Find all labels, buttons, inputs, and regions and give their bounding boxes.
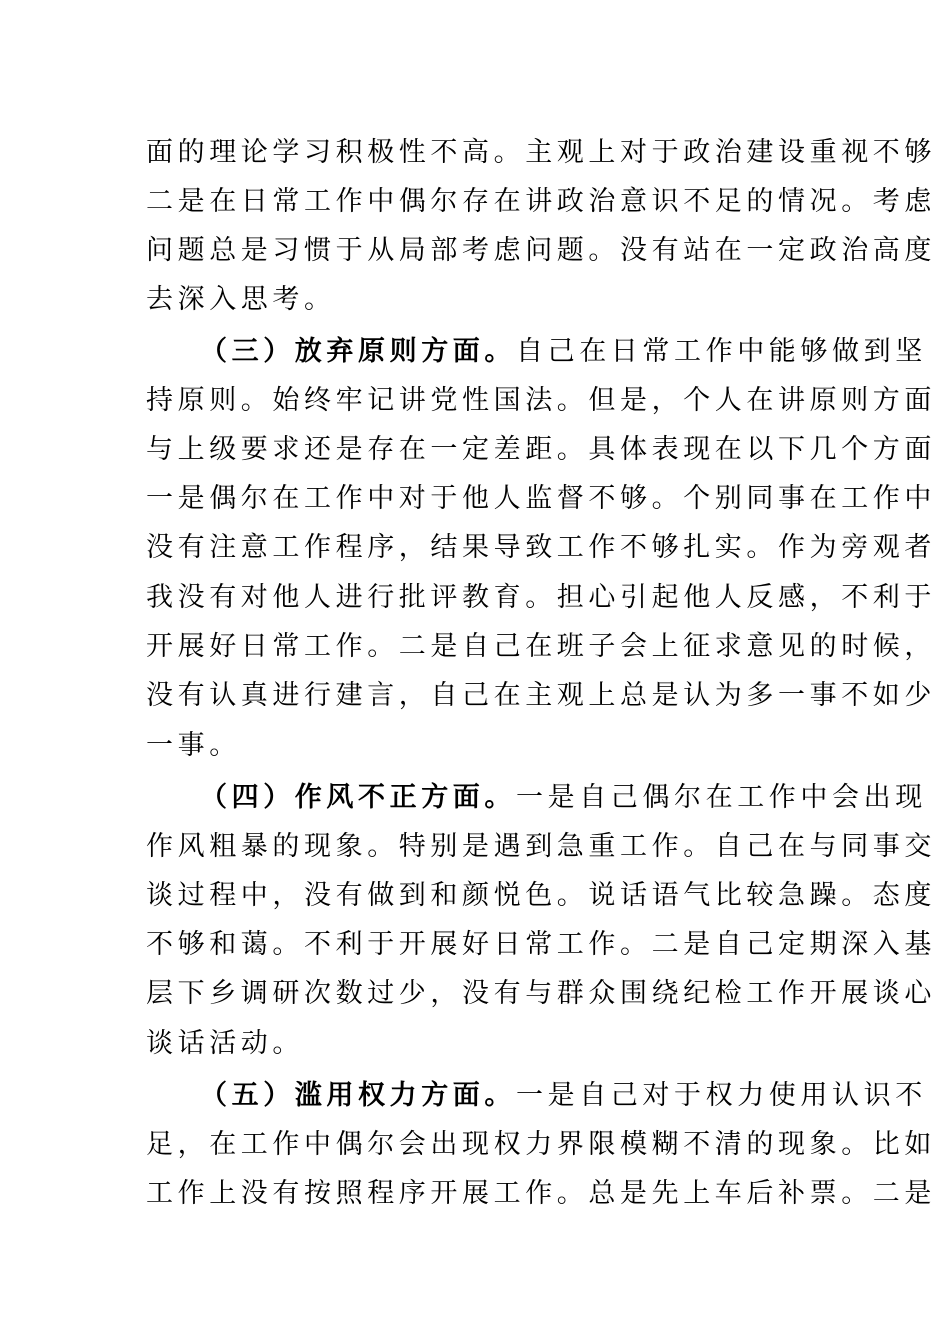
- section-heading: （五）滥用权力方面。: [200, 1080, 516, 1111]
- section-heading: （三）放弃原则方面。: [200, 336, 516, 367]
- text-line: 一是偶尔在工作中对于他人监督不够。个别同事在工作中: [146, 483, 936, 514]
- text-run: 自己在日常工作中能够做到坚: [516, 336, 927, 367]
- text-line: 我没有对他人进行批评教育。担心引起他人反感，不利于: [146, 582, 936, 613]
- text-line: 面的理论学习积极性不高。主观上对于政治建设重视不够: [146, 137, 936, 168]
- text-line: 没有认真进行建言，自己在主观上总是认为多一事不如少: [146, 680, 936, 711]
- text-line: 作风粗暴的现象。特别是遇到急重工作。自己在与同事交: [146, 831, 936, 862]
- text-line: 层下乡调研次数过少，没有与群众围绕纪检工作开展谈心: [146, 978, 936, 1009]
- text-run: 一是自己偶尔在工作中会出现: [516, 782, 927, 813]
- text-line: 去深入思考。: [146, 284, 336, 315]
- text-line: 谈过程中，没有做到和颜悦色。说话语气比较急躁。态度: [146, 880, 936, 911]
- section-heading: （四）作风不正方面。: [200, 782, 516, 813]
- text-line: 一事。: [146, 730, 241, 761]
- paragraph-heading-line: [200, 327, 927, 377]
- text-run: 一是自己对于权力使用认识不: [516, 1080, 927, 1111]
- text-line: 持原则。始终牢记讲党性国法。但是，个人在讲原则方面: [146, 385, 936, 416]
- paragraph-heading-line: [200, 1071, 927, 1121]
- text-line: 不够和蔼。不利于开展好日常工作。二是自己定期深入基: [146, 929, 936, 960]
- text-line: 没有注意工作程序，结果导致工作不够扎实。作为旁观者: [146, 532, 936, 563]
- text-line: 工作上没有按照程序开展工作。总是先上车后补票。二是: [146, 1178, 936, 1209]
- text-line: 谈话活动。: [146, 1028, 304, 1059]
- paragraph-heading-line: [200, 773, 927, 823]
- text-line: 与上级要求还是存在一定差距。具体表现在以下几个方面: [146, 434, 936, 465]
- text-line: 足，在工作中偶尔会出现权力界限模糊不清的现象。比如: [146, 1129, 936, 1160]
- text-line: 二是在日常工作中偶尔存在讲政治意识不足的情况。考虑: [146, 186, 936, 217]
- text-line: 开展好日常工作。二是自己在班子会上征求意见的时候，: [146, 631, 936, 662]
- text-line: 问题总是习惯于从局部考虑问题。没有站在一定政治高度: [146, 235, 936, 266]
